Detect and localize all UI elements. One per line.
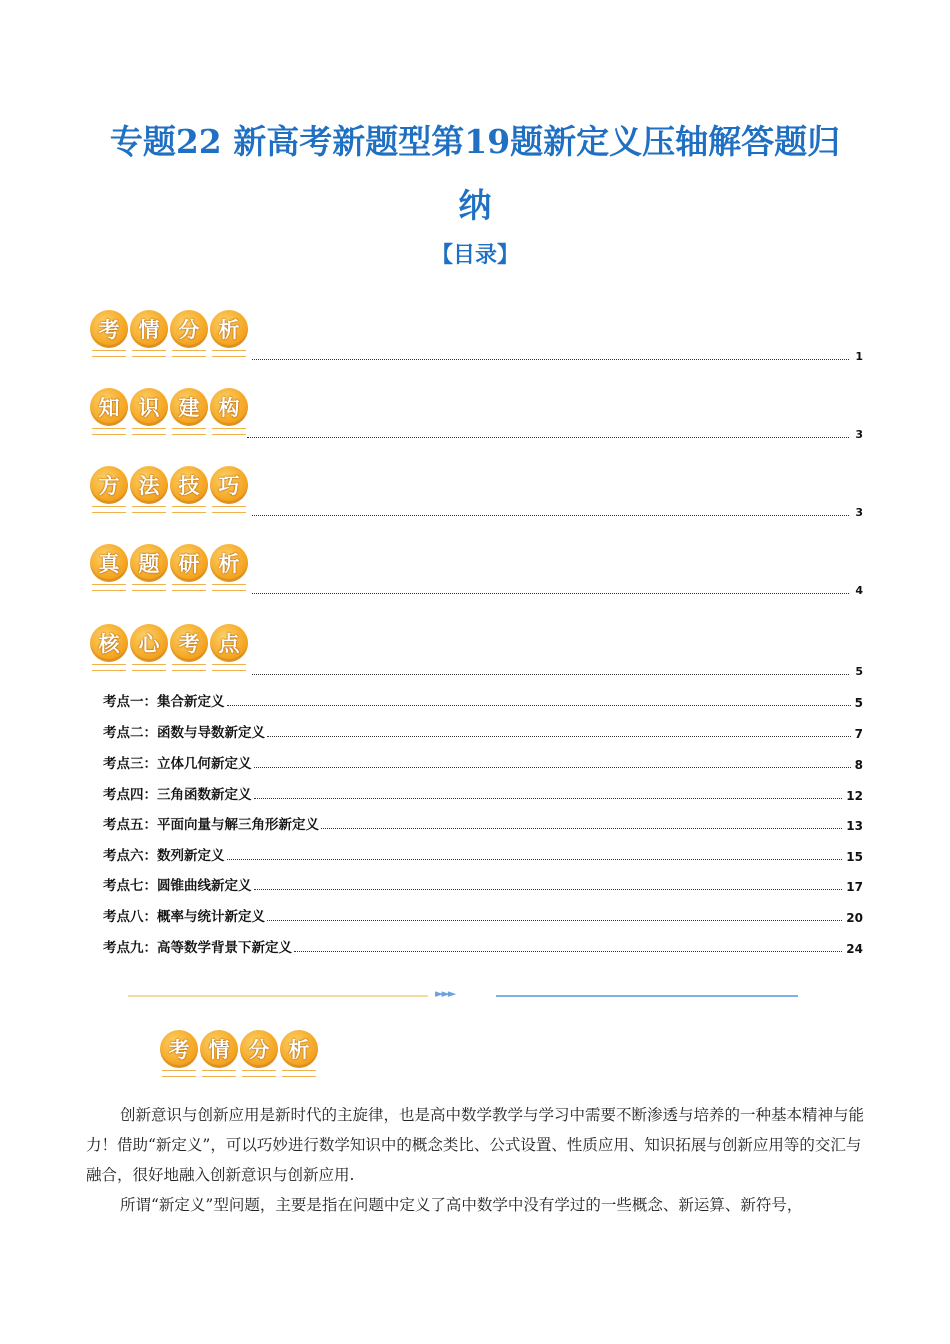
badge-char: 分 xyxy=(170,310,208,348)
toc-page-number: 24 xyxy=(846,942,863,956)
badge-char: 构 xyxy=(210,388,248,426)
section-badge-hexin xyxy=(90,624,248,680)
toc-page-number: 12 xyxy=(846,789,863,803)
toc-leader xyxy=(254,766,851,768)
toc-entry-hexin[interactable] xyxy=(252,664,863,678)
page-title xyxy=(80,110,870,238)
toc-page-number: 5 xyxy=(854,696,863,710)
toc-subentry[interactable] xyxy=(103,846,863,864)
toc-page-number: 17 xyxy=(846,880,863,894)
toc-page-number: 8 xyxy=(854,758,863,772)
toc-subentry[interactable] xyxy=(103,785,863,803)
toc-subentry-label: 考点五：平面向量与解三角形新定义 xyxy=(103,817,319,833)
body-paragraph-2: 所谓“新定义”型问题，主要是指在问题中定义了高中数学中没有学过的一些概念、新运算、新符号， xyxy=(120,1196,803,1214)
toc-leader xyxy=(267,735,851,737)
toc-subentry[interactable] xyxy=(103,876,863,894)
badge-char: 析 xyxy=(210,310,248,348)
toc-leader xyxy=(252,673,849,675)
toc-leader xyxy=(254,797,843,799)
toc-subentry-label: 考点七：圆锥曲线新定义 xyxy=(103,878,252,894)
badge-char: 点 xyxy=(210,624,248,662)
badge-char: 分 xyxy=(240,1030,278,1068)
section-badge-fangfa xyxy=(90,466,248,522)
badge-char: 考 xyxy=(170,624,208,662)
toc-leader xyxy=(227,858,843,860)
section-badge-kaoqing xyxy=(90,310,248,366)
toc-leader xyxy=(227,704,851,706)
toc-subentry-label: 考点一：集合新定义 xyxy=(103,694,225,710)
badge-char: 方 xyxy=(90,466,128,504)
toc-subentry[interactable] xyxy=(103,754,863,772)
badge-char: 心 xyxy=(130,624,168,662)
badge-char: 核 xyxy=(90,624,128,662)
toc-leader xyxy=(247,436,849,438)
section-badge-zhenti xyxy=(90,544,248,600)
divider-arrows: ►►► xyxy=(435,987,455,1000)
toc-leader xyxy=(267,919,842,921)
title-line-1: 专题22 新高考新题型第19题新定义压轴解答题归 xyxy=(109,122,841,161)
badge-char: 巧 xyxy=(210,466,248,504)
toc-page-number: 3 xyxy=(855,506,863,519)
toc-subentry-label: 考点八：概率与统计新定义 xyxy=(103,909,265,925)
toc-subentry-label: 考点四：三角函数新定义 xyxy=(103,787,252,803)
badge-char: 技 xyxy=(170,466,208,504)
badge-char: 真 xyxy=(90,544,128,582)
toc-subentry-label: 考点九：高等数学背景下新定义 xyxy=(103,940,292,956)
toc-leader xyxy=(294,950,842,952)
toc-subentry[interactable] xyxy=(103,692,863,710)
toc-entry-kaoqing[interactable] xyxy=(252,349,863,363)
badge-char: 情 xyxy=(130,310,168,348)
toc-leader xyxy=(252,514,849,516)
title-line-2: 纳 xyxy=(458,186,492,225)
badge-char: 考 xyxy=(160,1030,198,1068)
badge-char: 析 xyxy=(210,544,248,582)
badge-char: 考 xyxy=(90,310,128,348)
toc-entry-zhishi[interactable] xyxy=(247,427,863,441)
toc-leader xyxy=(252,592,849,594)
toc-subentry-label: 考点三：立体几何新定义 xyxy=(103,756,252,772)
toc-subentry-label: 考点二：函数与导数新定义 xyxy=(103,725,265,741)
toc-page-number: 5 xyxy=(855,665,863,678)
toc-subentry[interactable] xyxy=(103,815,863,833)
badge-char: 识 xyxy=(130,388,168,426)
toc-leader xyxy=(252,358,849,360)
toc-entry-zhenti[interactable] xyxy=(252,583,863,597)
badge-char: 知 xyxy=(90,388,128,426)
toc-page-number: 15 xyxy=(846,850,863,864)
badge-char: 题 xyxy=(130,544,168,582)
toc-heading: 【目录】 xyxy=(430,243,519,268)
toc-leader xyxy=(321,827,842,829)
badge-char: 法 xyxy=(130,466,168,504)
badge-char: 析 xyxy=(280,1030,318,1068)
badge-char: 研 xyxy=(170,544,208,582)
toc-page-number: 1 xyxy=(855,350,863,363)
toc-page-number: 4 xyxy=(855,584,863,597)
section-badge-zhishi xyxy=(90,388,248,444)
toc-entry-fangfa[interactable] xyxy=(252,505,863,519)
toc-page-number: 3 xyxy=(855,428,863,441)
toc-leader xyxy=(254,888,843,890)
badge-char: 情 xyxy=(200,1030,238,1068)
badge-char: 建 xyxy=(170,388,208,426)
toc-subentry[interactable] xyxy=(103,938,863,956)
toc-subentry[interactable] xyxy=(103,723,863,741)
toc-page-number: 13 xyxy=(846,819,863,833)
divider-left xyxy=(128,995,428,997)
section-badge-kaoqing-body xyxy=(160,1030,318,1086)
toc-subentry[interactable] xyxy=(103,907,863,925)
body-paragraph-1: 创新意识与创新应用是新时代的主旋律，也是高中数学教学与学习中需要不断渗透与培养的一种基本精神与能力！借助“新定义”，可以巧妙进行数学知识中的概念类比、公式设置、性质应用、知识拓展与创新应用等的交汇与融合，很好地融入创新意识与创新应用. xyxy=(86,1106,865,1184)
toc-page-number: 20 xyxy=(846,911,863,925)
divider-right xyxy=(496,995,798,997)
toc-subentry-label: 考点六：数列新定义 xyxy=(103,848,225,864)
toc-page-number: 7 xyxy=(854,727,863,741)
